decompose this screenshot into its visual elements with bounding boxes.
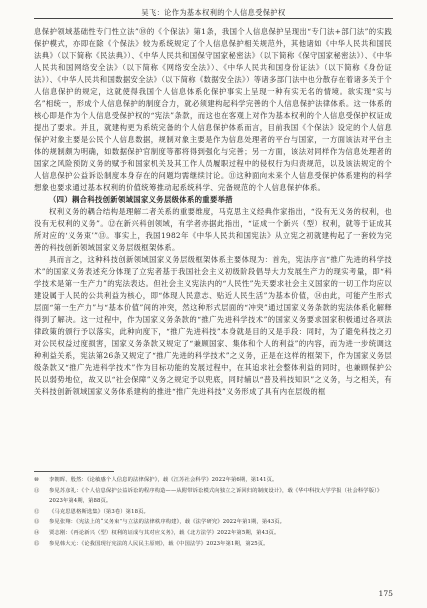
section-heading: （四）耦合科技创新领域国家义务层级体系的重要举措 xyxy=(49,195,233,204)
footnote-text: 《马克思恩格斯选集》（第3卷）第18页。 xyxy=(49,508,149,515)
footnote xyxy=(34,475,392,486)
paragraph: 具而言之，这种科技创新领域国家义务层级框架体系主要体现为：首先，宪法序言“推广先进的科学技术”的国家义务表述充分体现了立宪者基于我国社会主义初级阶段倡导大力发展生产力的现实考量，即“科学技术是第一生产力”的宪法表达。但社会主义宪法内的“人民性”先天要求社会主义国家的一切工作均应以建设属于人民的公共利益为核心，即“体现人民意志、贴近人民生活”为基本价值，⑭由此，可能产生形式层面“第一生产力”与“基本价值”间的冲突，然这种形式层面的“冲突”通过国家义务条款的宪法体系化解释得到了解决。这一过程中，作为国家义务条款的“推广先进科学技术”的国家义务要求国家积极通过各项法律政策的颁行予以落实，此种向度下，“推广先进科技”本身就是目的又是手段：同时，为了避免科技之刃对公民权益过度损害，国家义务条款又规定了“兼顾国家、集体和个人的利益”的内容，而为进一步统调这种利益关系，宪法第26条又规定了“推广先进的科学技术”之义务，正是在这样的框架下，作为国家义务层级条款又“推广先进科学技术”作为目标功能的发展过程中，在其追求社会整体利益的同时，也兼顾保护公民以弱势地位，故又以“社会保障”义务之规定予以兜底，同时辅以“普及科技知识”之义务，与之相关，有关科技创新领域国家义务体系建构的推进“推广先进科技”义务形成了具有内在层级的框 xyxy=(34,255,392,396)
footnote-text: 参见张翔：《宪法上的“义务束”与立法的法律秩序构建》，载《法学研究》2022年第1期，第43页。 xyxy=(49,519,286,526)
running-title: 吴飞：论作为基本权利的个人信息受保护权 xyxy=(141,8,286,17)
footnote-number: ⑪ xyxy=(34,487,40,494)
main-text xyxy=(34,26,392,466)
footnote-number: ⑮ xyxy=(34,540,40,547)
footnote-number: ⑬ xyxy=(34,519,40,526)
paragraph: 权利义务的耦合结构是理解二者关系的重要维度，马克思主义经典作家指出，“没有无义务的权利，也没有无权利的义务”。⑫在新兴科创领域，有学者亦据此指出，“证成一个新兴（型）权利，就等于证成其所对应的‘义务束’”⑬。事实上，我国1982年《中华人民共和国宪法》从立宪之初就建构起了一套较为完善的科技创新领域国家义务层级框架体系。 xyxy=(34,207,392,252)
footnote xyxy=(34,517,392,528)
footnote-number: ⑩ xyxy=(34,477,39,483)
paragraph-continued: 息保护领域基础性专门性立法”⑩的《个保法》第1条，我国个人信息保护呈现出“专门法+部门法”的实践保护模式，亦即在除《个保法》较为系统规定了个人信息保护相关规范外，其他诸如《中华人民共和国民法典》（以下简称《民法典》）、《中华人民共和国保守国家秘密法》（以下简称《保守国家秘密法》）、《中华人民共和国网络安全法》（以下简称《网络安全法》）、《中华人民共和国身份证法》（以下简称《身份证法》）、《中华人民共和国数据安全法》（以下简称《数据安全法》）等诸多部门法中也分散存在着诸多关于个人信息保护的规定，这就使得我国个人信息体系化保护事实上呈现一种有实无名的情境。欲实现“实与名”相统一，形成个人信息保护的制度合力，就必须建构起科学完善的个人信息保护法律体系。这一体系的核心即是作为个人信息受保护权的“宪法”条款，而这也在客观上对作为基本权利的个人信息受保护权证成提出了要求。并且，就建构更为系统完备的个人信息保护体系而言，目前我国《个保法》设定的个人信息保护对象主要是公民个人信息数据，规制对象主要是作为信息处理者的平台与国家，一方面该法对平台主体的规制颇为明确，如数据保护官制度等都将得到强化与完善；另一方面，该法对同样作为信息处理者的国家之风险预防义务的赋予和国家机关及其工作人员履职过程中的侵权行为归责规范，以及该法规定的个人信息保护公益诉讼制度本身存在的问题均需继续讨论。⑪这种面向未来个人信息受保护体系建构的科学想象也要求通过基本权利的价值统筹推动起系统科学、完备规范的个人信息保护体系。 xyxy=(34,27,392,192)
header-rule xyxy=(34,18,393,19)
footnote xyxy=(34,507,392,518)
footnote xyxy=(34,486,392,507)
running-header xyxy=(0,0,427,16)
footnote xyxy=(34,539,392,550)
footnotes xyxy=(34,475,392,585)
footnote-number: ⑫ xyxy=(34,508,40,515)
footnote-text: 贾志刚：《再论新兴（型）权利的证成与其对应义务》，载《北方法学》2022年第5期，第43页。 xyxy=(49,529,280,536)
footnote-separator xyxy=(34,471,114,472)
footnote xyxy=(34,528,392,539)
footnote-number: ⑭ xyxy=(34,529,40,536)
footnote-text: 李朝晖、殷然：《论敏感个人信息的法律保护》，载《江苏社会科学》2022年第6期，第141页。 xyxy=(49,477,278,483)
page-number: 175 xyxy=(378,589,393,598)
footnote-text: 参见韩大元：《论我国现行宪法的人民民主原则》，载《中国法学》2023年第1期，第25页。 xyxy=(49,540,269,547)
footnote-text: 参见苏彦礼：《个人信息保护公益诉讼的程序构造——从附带诉讼模式向独立之诉回归的制度设计》，载《华中科技大学学报（社会科学版）》2023年第4期，第88页。 xyxy=(49,487,383,505)
